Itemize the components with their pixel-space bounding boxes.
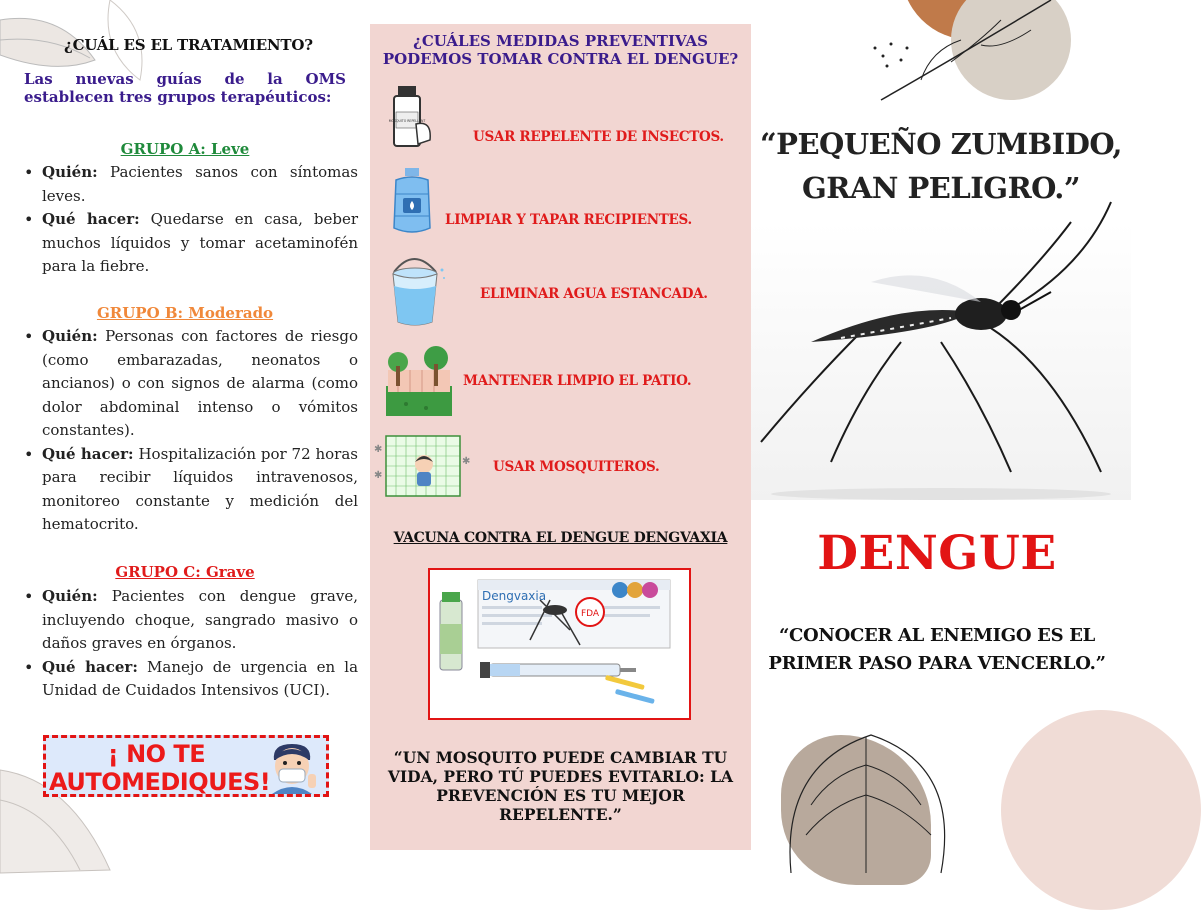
right-panel [751,0,1131,873]
vaccine-title: VACUNA CONTRA EL DENGUE DENGVAXIA [393,530,728,546]
mosquito-net-icon [372,430,471,500]
list-item: • Qué hacer: Hospitalización por 72 horas para recibir líquidos intravenosos, monitoreo constante y medición del hematocrito. [24,443,358,537]
svg-text:✱: ✱ [374,470,383,481]
group-b-title: GRUPO B: Moderado [96,304,274,322]
group-a-list [24,161,358,279]
list-item: • Qué hacer: Manejo de urgencia en la Unidad de Cuidados Intensivos (UCI). [24,656,358,703]
list-item: • Qué hacer: Quedarse en casa, beber muchos líquidos y tomar acetaminofén para la fiebre. [24,208,358,279]
prevention-title: ¿CUÁLES MEDIDAS PREVENTIVAS PODEMOS TOMAR CONTRA EL DENGUE? [382,32,739,68]
leaf-decoration-icon [771,725,971,873]
measure-label: LIMPIAR Y TAPAR RECIPIENTES. [445,212,692,228]
svg-text:✱: ✱ [374,444,383,455]
water-jug-icon [388,168,436,236]
measure-nets [370,430,751,510]
group-c-list [24,585,358,703]
measure-patio [370,342,751,422]
dengue-heading: DENGUE [817,526,1057,581]
water-bucket-icon [384,252,448,328]
treatment-intro: Las nuevas guías de la OMS establecen tres grupos terapéuticos: [24,70,346,106]
mosquito-photo [751,222,1131,500]
measure-repellent [370,84,751,164]
list-item: • Quién: Pacientes sanos con síntomas leves. [24,161,358,208]
group-c-title: GRUPO C: Grave [115,563,255,581]
measure-label: USAR REPELENTE DE INSECTOS. [473,129,724,145]
measure-label: MANTENER LIMPIO EL PATIO. [463,373,692,389]
vaccine-brand: Dengvaxia [482,589,547,603]
measure-label: ELIMINAR AGUA ESTANCADA. [480,286,708,302]
middle-panel [370,24,751,850]
repellent-bottle-icon [386,84,434,150]
vaccine-badge: FDA [580,609,600,619]
vaccine-kit-icon [430,570,689,718]
garden-icon [386,346,452,416]
svg-text:✱: ✱ [462,456,471,467]
vaccine-image [428,568,691,720]
banner-text: ¡ NO TE AUTOMEDIQUES! [49,740,271,796]
decorative-blob [1001,710,1201,910]
repellent-bottle-text: MOSQUITO REPELLENT [388,119,426,123]
measure-label: USAR MOSQUITEROS. [493,459,660,475]
left-panel [0,0,370,873]
group-a-title: GRUPO A: Leve [120,140,250,158]
mosquito-icon [751,222,1131,500]
enemy-quote: “CONOCER AL ENEMIGO ES EL PRIMER PASO PARA VENCERLO.” [768,625,1106,674]
masked-person-icon [262,740,322,794]
prevention-quote: “UN MOSQUITO PUEDE CAMBIAR TU VIDA, PERO TÚ PUEDES EVITARLO: LA PREVENCIÓN ES TU MEJOR REPELENTE.” [387,748,734,824]
measure-stagnant-water [370,252,751,332]
group-b-list [24,325,358,537]
no-self-medication-banner [43,735,329,797]
list-item: • Quién: Pacientes con dengue grave, incluyendo choque, sangrado masivo o daños graves en órganos. [24,585,358,656]
list-item: • Quién: Personas con factores de riesgo (como embarazadas, neonatos o ancianos) o con signos de alarma (como dolor abdominal intenso o vómitos constantes). [24,325,358,443]
measure-containers [370,168,751,248]
treatment-title: ¿CUÁL ES EL TRATAMIENTO? [64,36,313,54]
leaf-branch-icon [861,0,1061,110]
slogan-title: “PEQUEÑO ZUMBIDO, GRAN PELIGRO.” [759,127,1123,205]
